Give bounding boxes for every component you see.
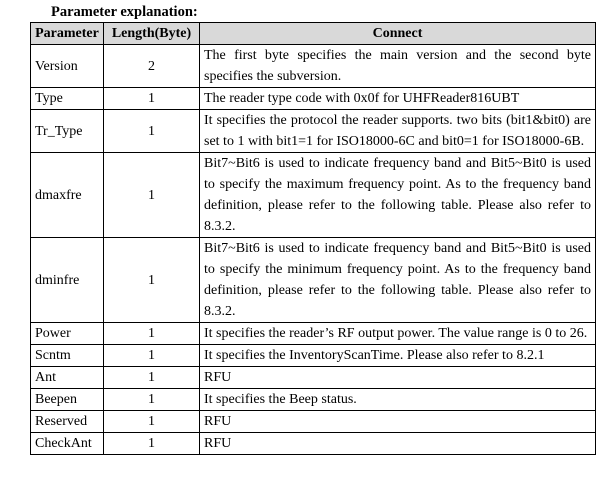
parameter-length: 1 xyxy=(104,153,200,238)
parameter-length: 1 xyxy=(104,389,200,411)
parameter-name: Tr_Type xyxy=(31,110,104,153)
table-row xyxy=(31,411,596,433)
table-caption: Parameter explanation: xyxy=(51,4,198,20)
parameter-description: The reader type code with 0x0f for UHFReader816UBT xyxy=(200,88,596,110)
parameter-length: 1 xyxy=(104,238,200,323)
parameter-length: 1 xyxy=(104,345,200,367)
parameter-length: 2 xyxy=(104,45,200,88)
table-row xyxy=(31,323,596,345)
parameter-description: It specifies the reader’s RF output power. The value range is 0 to 26. xyxy=(200,323,596,345)
parameter-table xyxy=(30,22,596,455)
parameter-name: Scntm xyxy=(31,345,104,367)
parameter-name: dmaxfre xyxy=(31,153,104,238)
parameter-description: RFU xyxy=(200,367,596,389)
parameter-length: 1 xyxy=(104,433,200,455)
header-length: Length(Byte) xyxy=(104,23,200,45)
table-row xyxy=(31,433,596,455)
table-row xyxy=(31,367,596,389)
parameter-name: Type xyxy=(31,88,104,110)
parameter-name: Reserved xyxy=(31,411,104,433)
parameter-name: Power xyxy=(31,323,104,345)
header-parameter: Parameter xyxy=(31,23,104,45)
table-row xyxy=(31,238,596,323)
parameter-description: Bit7~Bit6 is used to indicate frequency band and Bit5~Bit0 is used to specify the minimum frequency point. As to the frequency band definition, please refer to the following table. Please also refer to 8.3.2. xyxy=(200,238,596,323)
parameter-description: RFU xyxy=(200,411,596,433)
table-row xyxy=(31,88,596,110)
parameter-name: Ant xyxy=(31,367,104,389)
table-row xyxy=(31,153,596,238)
parameter-name: CheckAnt xyxy=(31,433,104,455)
parameter-description: It specifies the protocol the reader supports. two bits (bit1&bit0) are set to 1 with bit1=1 for ISO18000-6C and bit0=1 for ISO18000-6B. xyxy=(200,110,596,153)
parameter-description: RFU xyxy=(200,433,596,455)
header-connect: Connect xyxy=(200,23,596,45)
table-row xyxy=(31,45,596,88)
parameter-length: 1 xyxy=(104,323,200,345)
parameter-length: 1 xyxy=(104,411,200,433)
table-row xyxy=(31,389,596,411)
table-row xyxy=(31,110,596,153)
table-header-row xyxy=(31,23,596,45)
parameter-description: It specifies the Beep status. xyxy=(200,389,596,411)
parameter-length: 1 xyxy=(104,367,200,389)
parameter-name: Beepen xyxy=(31,389,104,411)
parameter-length: 1 xyxy=(104,110,200,153)
parameter-length: 1 xyxy=(104,88,200,110)
parameter-name: Version xyxy=(31,45,104,88)
parameter-description: Bit7~Bit6 is used to indicate frequency band and Bit5~Bit0 is used to specify the maximum frequency point. As to the frequency band definition, please refer to the following table. Please also refer to 8.3.2. xyxy=(200,153,596,238)
parameter-name: dminfre xyxy=(31,238,104,323)
parameter-description: It specifies the InventoryScanTime. Please also refer to 8.2.1 xyxy=(200,345,596,367)
table-row xyxy=(31,345,596,367)
parameter-description: The first byte specifies the main version and the second byte specifies the subversion. xyxy=(200,45,596,88)
